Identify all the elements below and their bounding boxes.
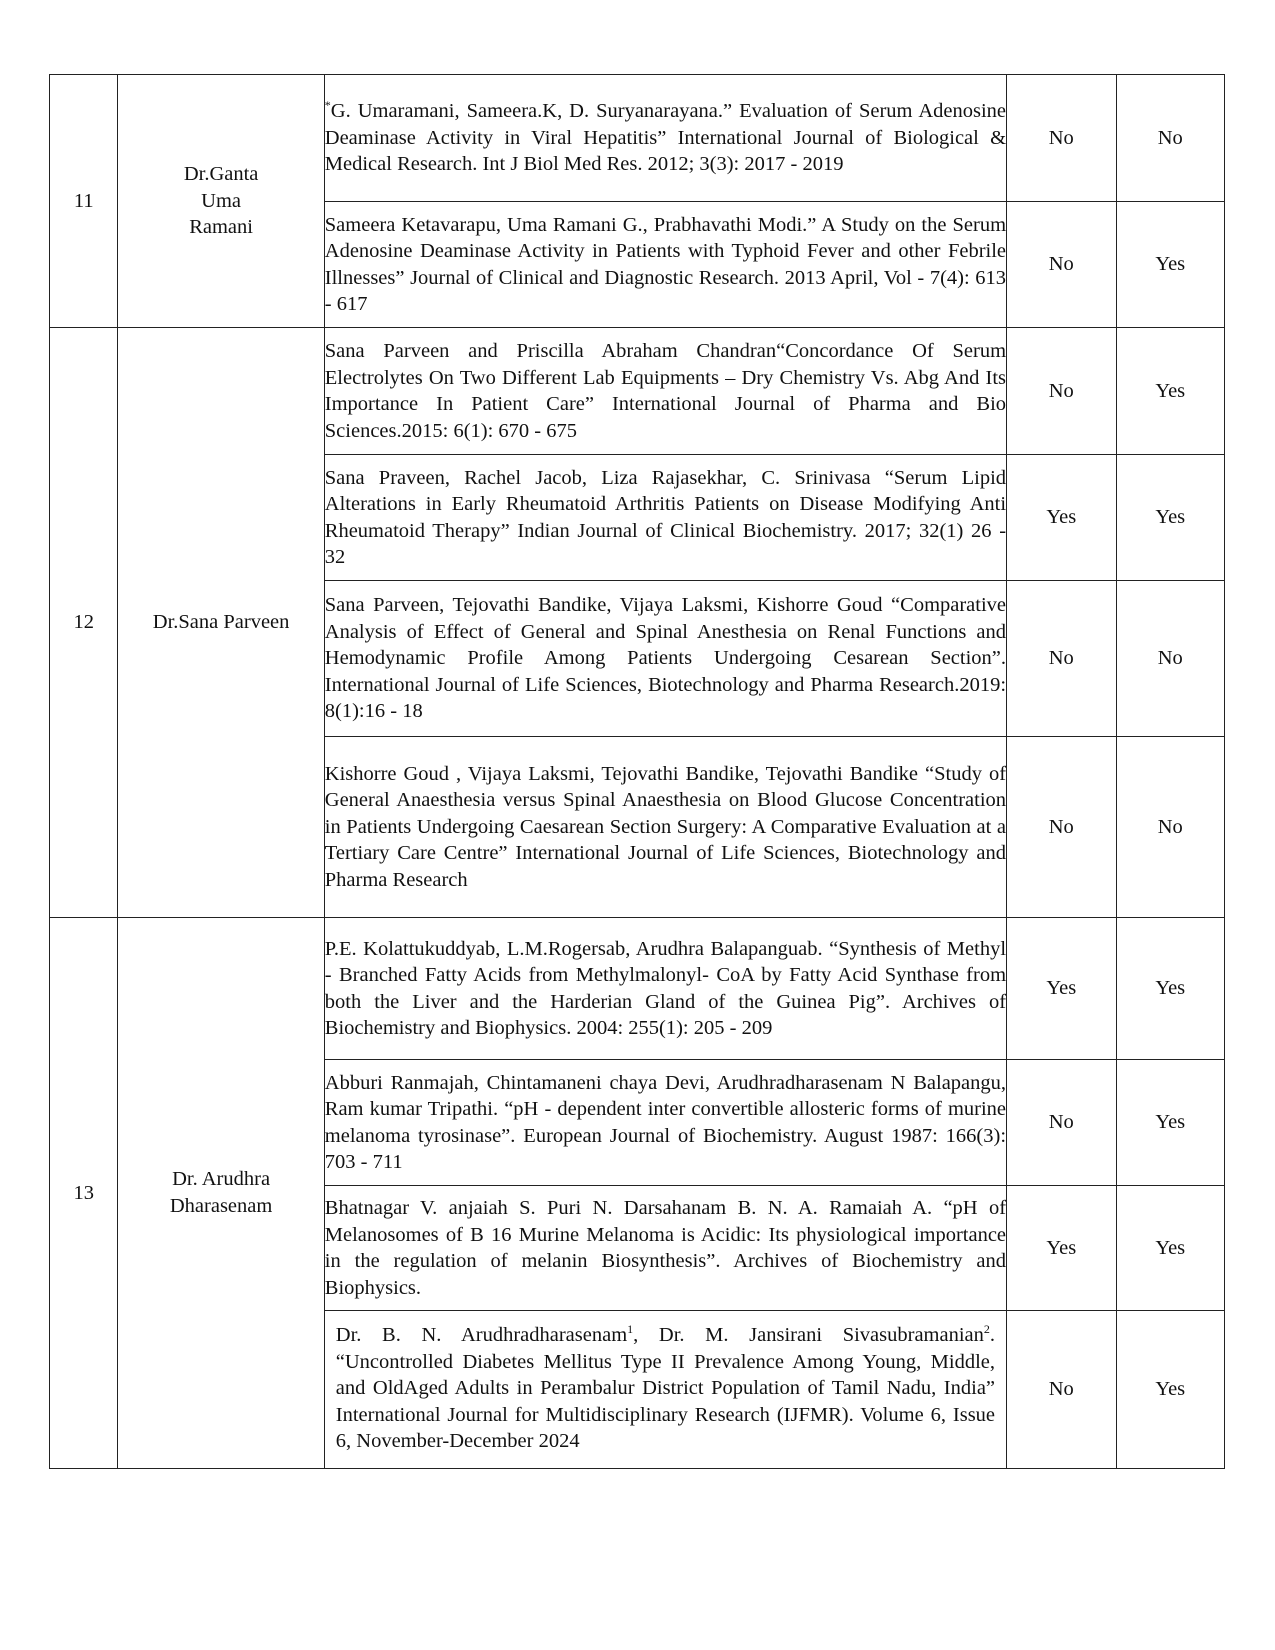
column-4-value: Yes [1007,455,1116,581]
citation-cell: Sana Praveen, Rachel Jacob, Liza Rajasekhar, C. Srinivasa “Serum Lipid Alterations in Early Rheumatoid Arthritis Patients on Disease Modifying Anti Rheumatoid Therapy” Indian Journal of Clinical Biochemistry. 2017; 32(1) 26 - 32 [324,455,1006,581]
column-5-value: Yes [1116,328,1224,455]
column-5-value: Yes [1116,918,1224,1060]
column-4-value: No [1007,202,1116,328]
citation-cell: Sana Parveen and Priscilla Abraham Chandran“Concordance Of Serum Electrolytes On Two Different Lab Equipments – Dry Chemistry Vs. Abg And Its Importance In Patient Care” International Journal of Pharma and Bio Sciences.2015: 6(1): 670 - 675 [324,328,1006,455]
citation-cell: Kishorre Goud , Vijaya Laksmi, Tejovathi Bandike, Tejovathi Bandike “Study of General Anaesthesia versus Spinal Anaesthesia on Blood Glucose Concentration in Patients Undergoing Caesarean Section Surgery: A Comparative Evaluation at a Tertiary Care Centre” International Journal of Life Sciences, Biotechnology and Pharma Research [324,737,1006,918]
citation-text: , Dr. M. Jansirani Sivasubramanian [633,1324,984,1346]
table-row [50,328,1225,455]
column-5-value: Yes [1116,1186,1224,1311]
table-row [50,75,1225,202]
citation-cell: Sameera Ketavarapu, Uma Ramani G., Prabhavathi Modi.” A Study on the Serum Adenosine Deaminase Activity in Patients with Typhoid Fever and other Febrile Illnesses” Journal of Clinical and Diagnostic Research. 2013 April, Vol - 7(4): 613 - 617 [324,202,1006,328]
citation-cell: Abburi Ranmajah, Chintamaneni chaya Devi, Arudhradharasenam N Balapangu, Ram kumar Tripathi. “pH - dependent inter convertible allosteric forms of murine melanoma tyrosinase”. European Journal of Biochemistry. August 1987: 166(3): 703 - 711 [324,1060,1006,1186]
faculty-name-cell: Dr.Sana Parveen [118,328,324,918]
column-4-value: No [1007,1060,1116,1186]
citation-marker: * [324,98,331,113]
column-5-value: Yes [1116,455,1224,581]
column-5-value: No [1116,75,1224,202]
column-4-value: No [1007,737,1116,918]
serial-number-cell: 12 [50,328,118,918]
faculty-name-cell [118,75,324,328]
column-4-value: Yes [1007,1186,1116,1311]
citation-text: Dr. B. N. Arudhradharasenam [335,1324,628,1346]
column-5-value: No [1116,581,1224,737]
column-4-value: No [1007,75,1116,202]
column-4-value: No [1007,581,1116,737]
column-5-value: Yes [1116,202,1224,328]
citation-cell: Sana Parveen, Tejovathi Bandike, Vijaya Laksmi, Kishorre Goud “Comparative Analysis of Effect of General and Spinal Anesthesia on Renal Functions and Hemodynamic Profile Among Patients Undergoing Cesarean Section”. International Journal of Life Sciences, Biotechnology and Pharma Research.2019: 8(1):16 - 18 [324,581,1006,737]
faculty-name-line: Dharasenam [169,1194,273,1217]
column-4-value: No [1007,1311,1116,1469]
faculty-name-line: Dr. Arudhra [172,1168,271,1191]
faculty-name-line: Ramani [189,216,253,239]
affiliation-marker: 1 [627,1322,634,1337]
serial-number-cell: 13 [50,918,118,1469]
faculty-name-cell [118,918,324,1469]
serial-number-cell: 11 [50,75,118,328]
publications-table [49,74,1225,1469]
faculty-name-line: Dr.Ganta [183,163,259,186]
citation-cell: Bhatnagar V. anjaiah S. Puri N. Darsahanam B. N. A. Ramaiah A. “pH of Melanosomes of B 16 Murine Melanoma is Acidic: Its physiological importance in the regulation of melanin Biosynthesis”. Archives of Biochemistry and Biophysics. [324,1186,1006,1311]
column-5-value: Yes [1116,1060,1224,1186]
citation-cell [324,1311,1006,1469]
citation-text: G. Umaramani, Sameera.K, D. Suryanarayana.” Evaluation of Serum Adenosine Deaminase Activity in Viral Hepatitis” International Journal of Biological & Medical Research. Int J Biol Med Res. 2012; 3(3): 2017 - 2019 [324,100,1007,176]
column-4-value: No [1007,328,1116,455]
column-5-value: Yes [1116,1311,1224,1469]
citation-cell: P.E. Kolattukuddyab, L.M.Rogersab, Arudhra Balapanguab. “Synthesis of Methyl - Branched Fatty Acids from Methylmalonyl- CoA by Fatty Acid Synthase from both the Liver and the Harderian Gland of the Guinea Pig”. Archives of Biochemistry and Biophysics. 2004: 255(1): 205 - 209 [324,918,1006,1060]
column-4-value: Yes [1007,918,1116,1060]
citation-cell [324,75,1006,202]
faculty-name-line: Uma [201,189,242,212]
citation-text: . “Uncontrolled Diabetes Mellitus Type II Prevalence Among Young, Middle, and OldAged Adults in Perambalur District Population of Tamil Nadu, India” International Journal for Multidisciplinary Research (IJFMR). Volume 6, Issue 6, November-December 2024 [335,1324,996,1452]
table-row [50,918,1225,1060]
affiliation-marker: 2 [983,1322,990,1337]
column-5-value: No [1116,737,1224,918]
